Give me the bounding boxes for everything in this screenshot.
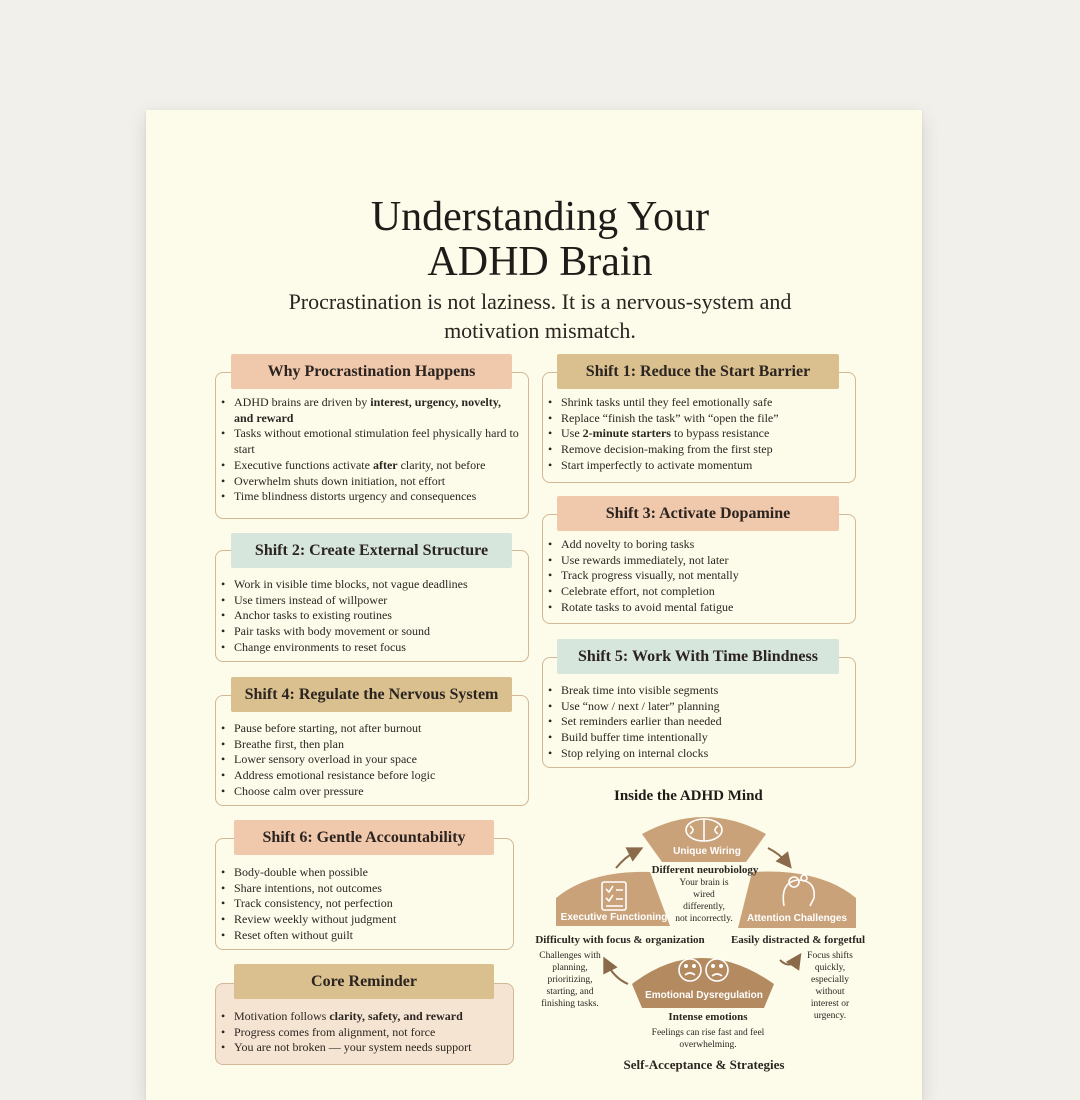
list-item: • ADHD brains are driven by interest, urgency, novelty, and reward bbox=[220, 395, 520, 426]
list-item: • Pause before starting, not after burnout bbox=[220, 721, 520, 737]
unique-wiring-heading: Different neurobiology bbox=[651, 864, 759, 876]
list-item: • Pair tasks with body movement or sound bbox=[220, 624, 520, 640]
list-item: • Track progress visually, not mentally bbox=[547, 568, 847, 584]
list-item: • Break time into visible segments bbox=[547, 683, 847, 699]
attention-challenges-label: Attention Challenges bbox=[746, 913, 847, 924]
emotional-dysregulation-heading: Intense emotions bbox=[668, 1011, 748, 1023]
list-item: • Share intentions, not outcomes bbox=[220, 881, 510, 897]
subtitle-line1: Procrastination is not laziness. It is a nervous-system and bbox=[288, 289, 792, 314]
list-item: • Use rewards immediately, not later bbox=[547, 553, 847, 569]
list-item: • Body-double when possible bbox=[220, 865, 510, 881]
list-item: • Replace “finish the task” with “open the file” bbox=[547, 411, 847, 427]
list-item: • Use timers instead of willpower bbox=[220, 593, 520, 609]
emotional-dysregulation-label: Emotional Dysregulation bbox=[645, 990, 763, 1001]
executive-functioning-label: Executive Functioning bbox=[560, 912, 668, 923]
list-item: • Work in visible time blocks, not vague deadlines bbox=[220, 577, 520, 593]
list-item: • Start imperfectly to activate momentum bbox=[547, 458, 847, 474]
list-item: • Executive functions activate after clarity, not before bbox=[220, 458, 520, 474]
shift6-header: Shift 6: Gentle Accountability bbox=[234, 820, 494, 855]
list-item: • Shrink tasks until they feel emotionally safe bbox=[547, 395, 847, 411]
list-item: • Lower sensory overload in your space bbox=[220, 752, 520, 768]
list-item: • Progress comes from alignment, not force bbox=[220, 1025, 510, 1041]
list-item: • Address emotional resistance before logic bbox=[220, 768, 520, 784]
list-item: • Overwhelm shuts down initiation, not effort bbox=[220, 474, 520, 490]
list-item: • Choose calm over pressure bbox=[220, 784, 520, 800]
list-item: • Stop relying on internal clocks bbox=[547, 746, 847, 762]
page-title-line2: ADHD Brain bbox=[427, 239, 653, 285]
list-item: • Remove decision-making from the first step bbox=[547, 442, 847, 458]
list-item: • Celebrate effort, not completion bbox=[547, 584, 847, 600]
mind-diagram-title: Inside the ADHD Mind bbox=[614, 788, 763, 804]
attention-challenges-description: Focus shifts quickly, especially without interest or urgency. bbox=[807, 951, 853, 1021]
shift4-header: Shift 4: Regulate the Nervous System bbox=[231, 677, 512, 712]
page-title-line1: Understanding Your bbox=[370, 194, 710, 240]
core-reminder-header: Core Reminder bbox=[234, 964, 494, 999]
list-item: • Breathe first, then plan bbox=[220, 737, 520, 753]
list-item: • Add novelty to boring tasks bbox=[547, 537, 847, 553]
list-item: • Tasks without emotional stimulation feel physically hard to start bbox=[220, 426, 520, 457]
list-item: • Motivation follows clarity, safety, and reward bbox=[220, 1009, 510, 1025]
executive-functioning-description: Challenges with planning, prioritizing, starting, and finishing tasks. bbox=[539, 951, 601, 1009]
subtitle-line2: motivation mismatch. bbox=[444, 318, 636, 343]
arrow-icon bbox=[768, 848, 788, 864]
attention-challenges-heading: Easily distracted & forgetful bbox=[730, 934, 866, 946]
list-item: • Build buffer time intentionally bbox=[547, 730, 847, 746]
unique-wiring-description: Your brain is wired differently, not incorrectly. bbox=[675, 878, 733, 924]
list-item: • Set reminders earlier than needed bbox=[547, 714, 847, 730]
list-item: • You are not broken — your system needs support bbox=[220, 1040, 510, 1056]
unique-wiring-label: Unique Wiring bbox=[673, 846, 741, 857]
why-procrastination-header: Why Procrastination Happens bbox=[231, 354, 512, 389]
arrow-icon bbox=[616, 850, 638, 868]
list-item: • Time blindness distorts urgency and consequences bbox=[220, 489, 520, 505]
executive-functioning-heading: Difficulty with focus & organization bbox=[535, 934, 705, 946]
list-item: • Use 2-minute starters to bypass resistance bbox=[547, 426, 847, 442]
shift2-header: Shift 2: Create External Structure bbox=[231, 533, 512, 568]
list-item: • Rotate tasks to avoid mental fatigue bbox=[547, 600, 847, 616]
shift5-header: Shift 5: Work With Time Blindness bbox=[557, 639, 839, 674]
list-item: • Review weekly without judgment bbox=[220, 912, 510, 928]
list-item: • Change environments to reset focus bbox=[220, 640, 520, 656]
list-item: • Use “now / next / later” planning bbox=[547, 699, 847, 715]
emotional-dysregulation-description: Feelings can rise fast and feel overwhelming. bbox=[651, 1028, 765, 1050]
list-item: • Track consistency, not perfection bbox=[220, 896, 510, 912]
shift3-header: Shift 3: Activate Dopamine bbox=[557, 496, 839, 531]
shift1-header: Shift 1: Reduce the Start Barrier bbox=[557, 354, 839, 389]
list-item: • Anchor tasks to existing routines bbox=[220, 608, 520, 624]
list-item: • Reset often without guilt bbox=[220, 928, 510, 944]
mind-diagram-footer: Self-Acceptance & Strategies bbox=[623, 1057, 785, 1072]
